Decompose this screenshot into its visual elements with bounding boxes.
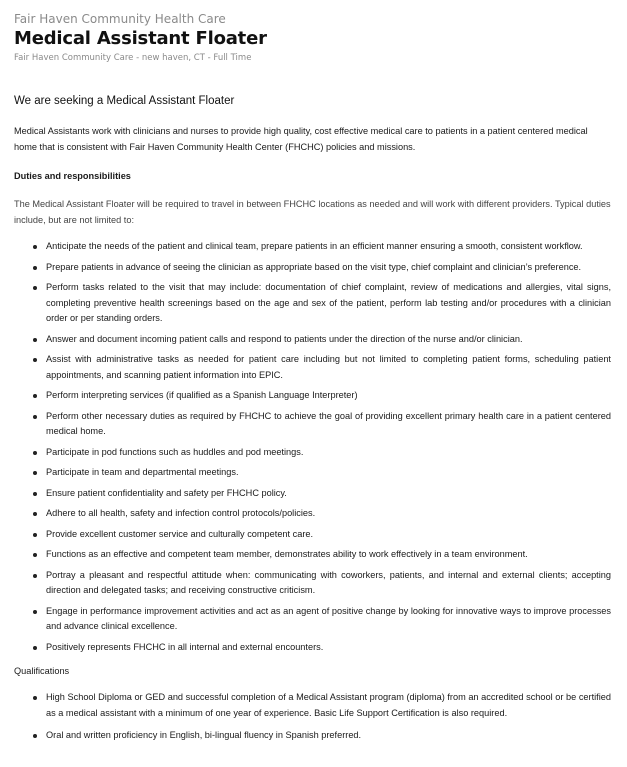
list-item-text: Functions as an effective and competent team member, demonstrates ability to work effectively in a team environment.	[46, 549, 528, 559]
list-item-text: Ensure patient confidentiality and safety per FHCHC policy.	[46, 487, 287, 498]
list-item	[14, 352, 613, 383]
list-item	[14, 260, 613, 276]
bullet-icon	[33, 492, 37, 496]
bullet-icon	[33, 734, 37, 738]
bullet-icon	[33, 610, 37, 614]
qualifications-list	[14, 690, 613, 744]
bullet-icon	[33, 553, 37, 557]
list-item	[14, 547, 613, 563]
list-item-text: Anticipate the needs of the patient and clinical team, prepare patients in an efficient manner ensuring a smooth, consistent workflow.	[46, 241, 583, 251]
list-item	[14, 465, 613, 481]
list-item-text: Perform tasks related to the visit that may include: documentation of chief complaint, review of medications and allergies, vital signs, completing preventive health screenings based on the age and sex of the patient, perform lab testing and/or procedures with a clinician order or per standing orders.	[46, 282, 611, 323]
duties-list	[14, 239, 613, 655]
bullet-icon	[33, 338, 37, 342]
list-item	[14, 690, 613, 721]
bullet-icon	[33, 245, 37, 249]
list-item	[14, 332, 613, 348]
list-item	[14, 486, 613, 502]
bullet-icon	[33, 471, 37, 475]
bullet-icon	[33, 512, 37, 516]
bullet-icon	[33, 415, 37, 419]
list-item	[14, 445, 613, 461]
qualifications-heading: Qualifications	[14, 666, 70, 676]
job-headline: We are seeking a Medical Assistant Floater	[14, 95, 235, 107]
list-item	[14, 640, 613, 656]
list-item	[14, 409, 613, 440]
bullet-icon	[33, 394, 37, 398]
bullet-icon	[33, 574, 37, 578]
list-item-text: Perform interpreting services (if qualified as a Spanish Language Interpreter)	[46, 390, 358, 400]
list-item-text: Adhere to all health, safety and infection control protocols/policies.	[46, 508, 316, 518]
list-item-text: Assist with administrative tasks as needed for patient care including but not limited to completing patient forms, scheduling patient appointments, and scanning patient information into EPIC.	[46, 354, 611, 380]
list-item-text: Provide excellent customer service and culturally competent care.	[46, 528, 314, 539]
list-item-text: High School Diploma or GED and successful completion of a Medical Assistant program (diploma) from an accredited school or be certified as a medical assistant with a minimum of one year of experience. Basic Life Support Certification is also required.	[46, 692, 611, 718]
list-item-text: Participate in team and departmental meetings.	[46, 467, 239, 477]
job-posting	[0, 12, 627, 744]
list-item	[14, 527, 613, 543]
list-item	[14, 728, 613, 744]
list-item	[14, 388, 613, 404]
list-item-text: Portray a pleasant and respectful attitude when: communicating with coworkers, patients, and internal and external clients; accepting direction and delegated tasks; and receiving constructive criticism.	[46, 569, 611, 595]
organization-name: Fair Haven Community Health Care	[14, 12, 226, 26]
list-item-text: Prepare patients in advance of seeing the clinician as appropriate based on the visit type, chief complaint and clinician’s preference.	[46, 261, 582, 272]
list-item	[14, 506, 613, 522]
list-item-text: Positively represents FHCHC in all internal and external encounters.	[46, 641, 324, 652]
list-item	[14, 604, 613, 635]
bullet-icon	[33, 358, 37, 362]
list-item-text: Answer and document incoming patient calls and respond to patients under the direction of the nurse and/or clinician.	[46, 333, 523, 344]
list-item	[14, 568, 613, 599]
job-meta: Fair Haven Community Care - new haven, CT - Full Time	[14, 53, 252, 63]
bullet-icon	[33, 646, 37, 650]
list-item-text: Perform other necessary duties as required by FHCHC to achieve the goal of providing excellent primary health care in a patient centered medical home.	[46, 410, 611, 436]
list-item-text: Participate in pod functions such as huddles and pod meetings.	[46, 446, 304, 457]
bullet-icon	[33, 286, 37, 290]
intro-paragraph: Medical Assistants work with clinicians and nurses to provide high quality, cost effective medical care to patients in a patient centered medical home that is consistent with Fair Haven Community Health Center (FHCHC) policies and missions.	[14, 126, 588, 152]
bullet-icon	[33, 696, 37, 700]
duties-intro: The Medical Assistant Floater will be required to travel in between FHCHC locations as needed and will work with different providers. Typical duties include, but are not limited to:	[14, 199, 611, 225]
job-title: Medical Assistant Floater	[14, 28, 267, 49]
list-item	[14, 239, 613, 255]
duties-heading: Duties and responsibilities	[14, 171, 131, 181]
list-item-text: Engage in performance improvement activities and act as an agent of positive change by looking for innovative ways to improve processes and advance clinical excellence.	[46, 605, 611, 631]
bullet-icon	[33, 451, 37, 455]
bullet-icon	[33, 533, 37, 537]
list-item	[14, 280, 613, 327]
bullet-icon	[33, 266, 37, 270]
list-item-text: Oral and written proficiency in English, bi-lingual fluency in Spanish preferred.	[46, 730, 362, 740]
